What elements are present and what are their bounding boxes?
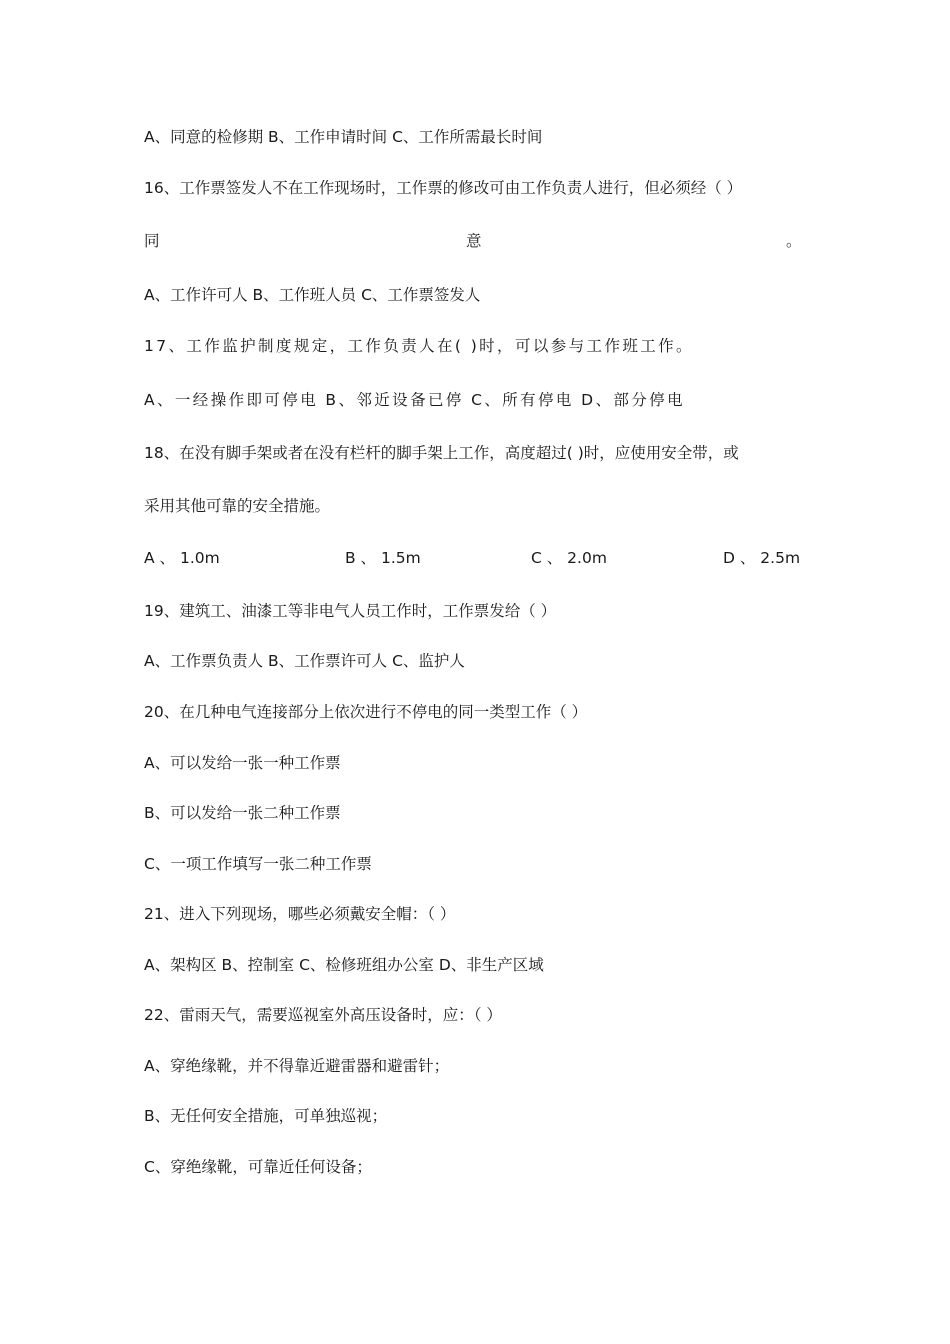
text-fragment: 。: [786, 232, 802, 250]
text-line: A、一经操作即可停电 B、邻近设备已停 C、所有停电 D、部分停电: [144, 391, 685, 409]
text-line: A、架构区 B、控制室 C、检修班组办公室 D、非生产区域: [144, 956, 544, 974]
option-c: C 、 2.0m: [531, 549, 607, 567]
text-fragment: 意: [466, 232, 482, 250]
text-line: C、穿绝缘靴，可靠近任何设备；: [144, 1158, 372, 1176]
question-19: 19、建筑工、油漆工等非电气人员工作时，工作票发给（ ）: [144, 602, 557, 620]
text-line: A、可以发给一张一种工作票: [144, 754, 341, 772]
text-line: C、一项工作填写一张二种工作票: [144, 855, 372, 873]
question-21: 21、进入下列现场，哪些必须戴安全帽：（ ）: [144, 905, 456, 923]
text-line: A、工作许可人 B、工作班人员 C、工作票签发人: [144, 286, 481, 304]
option-d: D 、 2.5m: [723, 549, 801, 567]
text-line: B、无任何安全措施，可单独巡视；: [144, 1107, 388, 1125]
option-b: B 、 1.5m: [345, 549, 421, 567]
text-line: B、可以发给一张二种工作票: [144, 804, 341, 822]
text-fragment: 同: [144, 232, 160, 250]
question-22: 22、雷雨天气，需要巡视室外高压设备时，应：（ ）: [144, 1006, 502, 1024]
question-16: 16、工作票签发人不在工作现场时，工作票的修改可由工作负责人进行，但必须经（ ）: [144, 179, 743, 197]
question-17: 17、工作监护制度规定，工作负责人在( )时，可以参与工作班工作。: [144, 337, 694, 355]
text-line: A、同意的检修期 B、工作申请时间 C、工作所需最长时间: [144, 128, 543, 146]
option-a: A 、 1.0m: [144, 549, 220, 567]
question-20: 20、在几种电气连接部分上依次进行不停电的同一类型工作（ ）: [144, 703, 588, 721]
question-18: 18、在没有脚手架或者在没有栏杆的脚手架上工作，高度超过( )时，应使用安全带，或: [144, 444, 739, 462]
text-line: A、工作票负责人 B、工作票许可人 C、监护人: [144, 652, 465, 670]
text-line: A、穿绝缘靴，并不得靠近避雷器和避雷针；: [144, 1057, 450, 1075]
text-line: 采用其他可靠的安全措施。: [144, 497, 331, 515]
